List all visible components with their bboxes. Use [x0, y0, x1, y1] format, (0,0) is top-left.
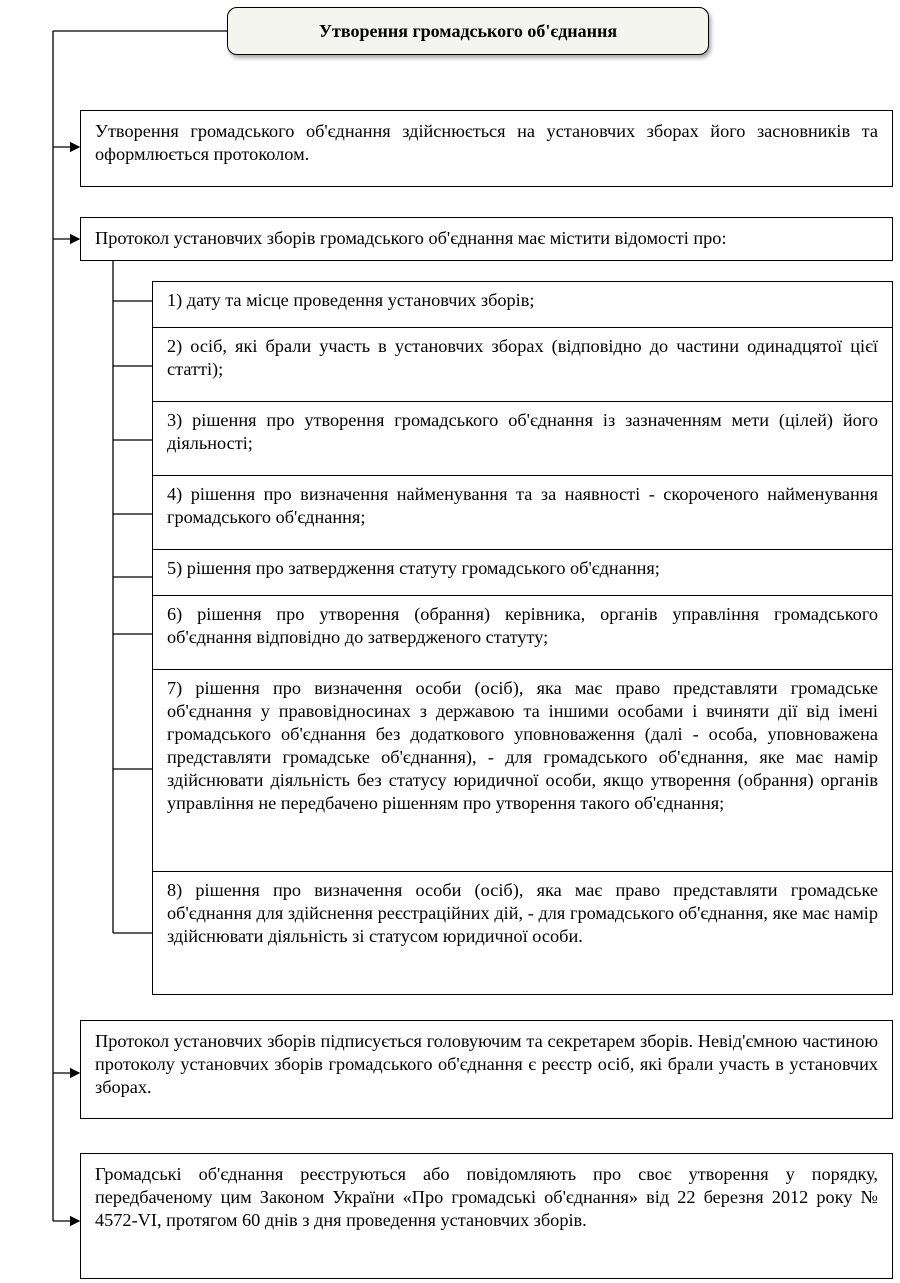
list-item: 3) рішення про утворення громадського об'єднання із зазначенням мети (цілей) його діяльності; — [153, 402, 892, 476]
diagram-title: Утворення громадського об'єднання — [227, 7, 709, 55]
step2-box: Протокол установчих зборів громадського об'єднання має містити відомості про: — [80, 217, 893, 261]
list-item: 7) рішення про визначення особи (осіб), яка має право представляти громадське об'єднання у правовідносинах з державою та іншими особами і вчиняти дії від імені громадського об'єднання без додаткового уповноваження (далі - особа, уповноважена представляти громадське об'єднання), - для громадського об'єднання, яке має намір здійснювати діяльність без статусу юридичної особи, якщо утворення (обрання) органів управління не передбачено рішенням про утворення такого об'єднання; — [153, 670, 892, 872]
list-item: 2) осіб, які брали участь в установчих зборах (відповідно до частини одинадцятої цієї статті); — [153, 328, 892, 402]
list-item: 6) рішення про утворення (обрання) керівника, органів управління громадського об'єднання відповідно до затвердженого статуту; — [153, 596, 892, 670]
step3-box: Протокол установчих зборів підписується головуючим та секретарем зборів. Невід'ємною частиною протоколу установчих зборів громадського об'єднання є реєстр осіб, які брали участь в установчих зборах. — [80, 1020, 893, 1119]
step4-box: Громадські об'єднання реєструються або повідомляють про своє утворення у порядку, передбаченому цим Законом України «Про громадські об'єднання» від 22 березня 2012 року № 4572-VI, протягом 60 днів з дня проведення установчих зборів. — [80, 1153, 893, 1279]
step1-box: Утворення громадського об'єднання здійснюється на установчих зборах його засновників та оформлюється протоколом. — [80, 110, 893, 187]
list-item: 8) рішення про визначення особи (осіб), яка має право представляти громадське об'єднання для здійснення реєстраційних дій, - для громадського об'єднання, яке має намір здійснювати діяльність зі статусом юридичної особи. — [167, 880, 878, 946]
list-item: 5) рішення про затвердження статуту громадського об'єднання; — [153, 550, 892, 596]
list-item: 1) дату та місце проведення установчих зборів; — [153, 282, 892, 328]
items-list — [152, 281, 893, 995]
list-item: 4) рішення про визначення найменування та за наявності - скороченого найменування громадського об'єднання; — [153, 476, 892, 550]
